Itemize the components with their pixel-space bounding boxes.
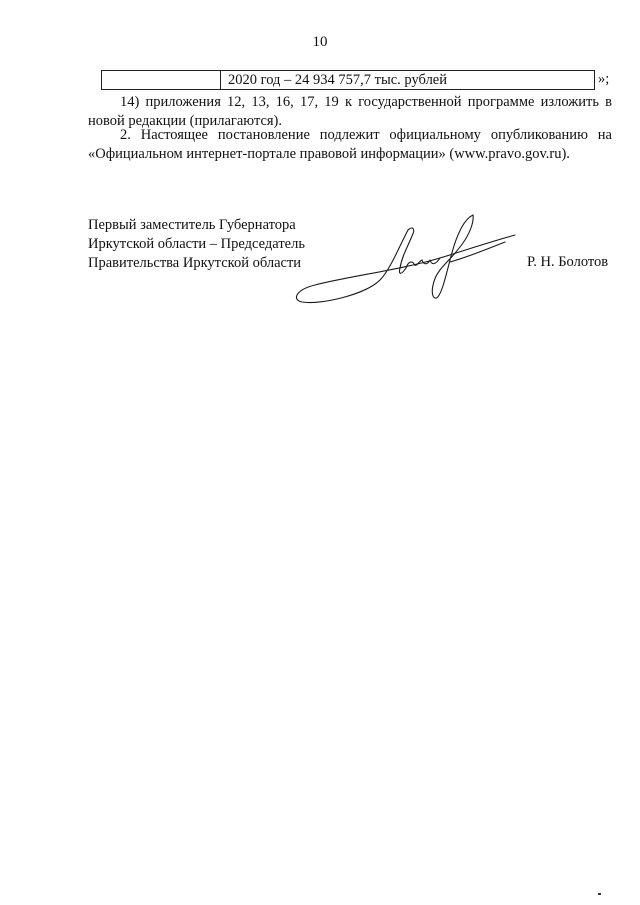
table-cell-funding: 2020 год – 24 934 757,7 тыс. рублей xyxy=(228,72,448,88)
signer-title-line-1: Первый заместитель Губернатора xyxy=(88,217,296,233)
signer-title-line-2: Иркутской области – Председатель xyxy=(88,236,305,252)
paragraph-item-2 xyxy=(88,126,612,164)
signer-name: Р. Н. Болотов xyxy=(527,254,609,270)
table-fragment xyxy=(101,70,595,90)
table-column-divider xyxy=(220,71,221,89)
page-number: 10 xyxy=(312,34,328,50)
signer-title xyxy=(88,216,305,273)
paragraph-item-14-text: 14) приложения 12, 13, 16, 17, 19 к государственной программе изложить в новой редакции (прилагаются). xyxy=(88,94,612,129)
signer-title-line-3: Правительства Иркутской области xyxy=(88,255,302,271)
handwritten-signature xyxy=(290,210,520,310)
scan-mark xyxy=(598,893,601,895)
closing-quote: »; xyxy=(598,71,610,87)
paragraph-item-2-text: 2. Настоящее постановление подлежит официальному опубликованию на «Официальном интернет-портале правовой информации» (www.pravo.gov.ru). xyxy=(88,127,612,162)
